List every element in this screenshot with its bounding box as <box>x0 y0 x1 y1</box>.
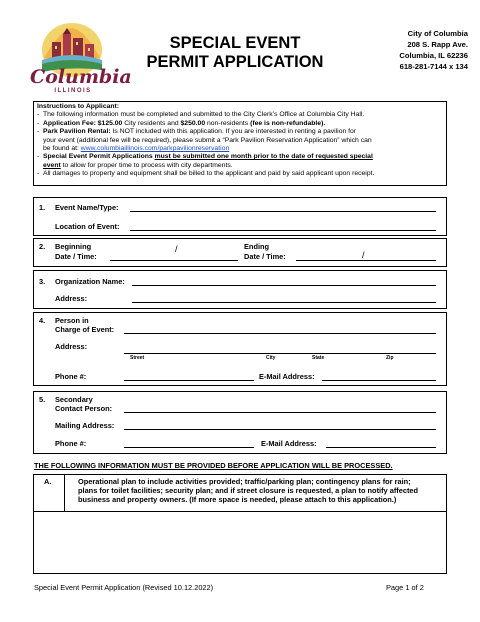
secondary-email-label: E-Mail Address: <box>261 439 317 448</box>
fee-nonrefundable: (fee is non-refundable). <box>250 119 326 127</box>
person-address-label: Address: <box>55 342 88 351</box>
resident-fee: $125.00 <box>97 119 123 127</box>
pavilion-text: Is NOT included with this application. If you are interested in renting a pavilion for <box>112 128 357 136</box>
person-address-field[interactable] <box>124 353 436 354</box>
secondary-email-field[interactable] <box>326 447 436 448</box>
section-a-divider <box>64 475 65 511</box>
title-line-2: PERMIT APPLICATION <box>146 53 324 71</box>
street-caption: Street <box>130 355 145 361</box>
section-a-line-1: Operational plan to include activities provided; traffic/parking plan; contingency plans for rain; <box>78 477 411 486</box>
secondary-phone-label: Phone #: <box>55 439 87 448</box>
logo-wordmark: Columbia <box>30 66 132 88</box>
pavilion-link[interactable]: www.columbiaillinois.com/parkpavilionreservation <box>80 145 230 153</box>
fee-after-text: non-residents <box>207 119 249 127</box>
mailing-address-field[interactable] <box>124 429 436 430</box>
deadline-underlined-2: event <box>43 161 61 169</box>
pavilion-cont: your event (additional fee will be required), please submit a “Park Pavilion Reservation Application” which can <box>43 136 372 144</box>
section-a-header <box>34 475 446 512</box>
person-in-charge-field[interactable] <box>124 333 436 334</box>
section-4-person-in-charge <box>33 312 447 386</box>
page-title <box>130 34 340 72</box>
ending-slash: / <box>362 250 365 260</box>
charge-of-event-label: Charge of Event: <box>55 325 115 334</box>
section-a-response-area[interactable] <box>34 512 446 573</box>
section-a-operational-plan <box>33 474 447 574</box>
event-name-label: Event Name/Type: <box>55 203 119 212</box>
beginning-label: Beginning <box>55 242 92 251</box>
title-line-1: SPECIAL EVENT <box>169 34 301 52</box>
instruction-text: All damages to property and equipment shall be billed to the applicant and paid by said applicant upon receipt. <box>43 170 375 178</box>
section-1-number: 1. <box>39 203 46 212</box>
contact-person-label: Contact Person: <box>55 404 113 413</box>
organization-name-field[interactable] <box>132 285 436 286</box>
city-address <box>358 28 468 72</box>
ending-label: Ending <box>244 242 270 251</box>
address-line-3: Columbia, IL 62236 <box>399 51 468 60</box>
instruction-bullet: - Park Pavilion Rental: Is NOT included with this application. If you are interested in renting a pavilion for your event (additional fee will be required), please submit a “Park Pavilion Reservation Application” which can be found at: www.columbiaillinois.com/parkpavilionreservation <box>37 128 372 153</box>
beginning-date-time-field[interactable] <box>110 260 238 261</box>
person-in-label: Person in <box>55 316 89 325</box>
section-4-number: 4. <box>39 316 46 325</box>
person-email-label: E-Mail Address: <box>259 372 315 381</box>
address-line-2: 208 S. Rapp Ave. <box>407 40 468 49</box>
organization-address-field[interactable] <box>132 302 436 303</box>
secondary-phone-field[interactable] <box>124 447 254 448</box>
section-a-letter: A. <box>44 477 52 486</box>
mailing-address-label: Mailing Address: <box>55 421 115 430</box>
instruction-text: The following information must be completed and submitted to the City Clerk’s Office at Columbia City Hall. <box>43 111 365 119</box>
instructions-heading: Instructions to Applicant: <box>37 103 120 110</box>
pavilion-label: Park Pavilion Rental: <box>43 128 111 136</box>
section-2-number: 2. <box>39 242 46 251</box>
deadline-label: Special Event Permit Applications <box>43 153 153 161</box>
person-phone-label: Phone #: <box>55 372 87 381</box>
instruction-bullet: - All damages to property and equipment shall be billed to the applicant and paid by said applicant upon receipt. <box>37 170 443 178</box>
address-line-4: 618-281-7144 x 134 <box>399 62 468 71</box>
event-location-label: Location of Event: <box>55 222 120 231</box>
person-email-field[interactable] <box>322 380 436 381</box>
beginning-date-time-label: Date / Time: <box>55 252 97 261</box>
section-3-organization <box>33 270 447 309</box>
section-5-number: 5. <box>39 395 46 404</box>
fee-label: Application Fee: <box>43 119 96 127</box>
zip-caption: Zip <box>386 355 394 361</box>
state-caption: State <box>312 355 325 361</box>
fee-mid-text: City residents and <box>124 119 179 127</box>
secondary-label: Secondary <box>55 395 93 404</box>
deadline-rest: to allow for proper time to process with city departments. <box>62 161 233 169</box>
required-info-notice: THE FOLLOWING INFORMATION MUST BE PROVIDED BEFORE APPLICATION WILL BE PROCESSED. <box>34 461 393 470</box>
logo-state: ILLINOIS <box>54 88 92 94</box>
beginning-slash: / <box>175 244 178 254</box>
person-phone-field[interactable] <box>124 380 254 381</box>
instruction-bullet: - Application Fee: $125.00 City residents and $250.00 non-residents (fee is non-refundable). <box>37 119 326 127</box>
city-caption: City <box>266 355 276 361</box>
footer-page-number: Page 1 of 2 <box>386 583 424 592</box>
section-3-number: 3. <box>39 277 46 286</box>
ending-date-time-label: Date / Time: <box>244 252 286 261</box>
columbia-logo <box>30 20 132 100</box>
address-line-1: City of Columbia <box>407 29 468 38</box>
ending-date-time-field[interactable] <box>296 260 436 261</box>
instruction-bullet: - Special Event Permit Applications must be submitted one month prior to the date of requested special event to allow for proper time to process with city departments. <box>37 153 373 169</box>
instruction-bullet: - The following information must be completed and submitted to the City Clerk’s Office at Columbia City Hall. <box>37 111 443 119</box>
section-1-event <box>33 197 447 236</box>
footer-form-revision: Special Event Permit Application (Revised 10.12.2022) <box>34 583 214 592</box>
section-a-line-3: business and property owners. (If more space is needed, please attach to this application.) <box>78 495 397 504</box>
event-name-field[interactable] <box>130 211 436 212</box>
section-2-dates <box>33 238 447 267</box>
section-5-secondary-contact <box>33 391 447 454</box>
event-location-field[interactable] <box>130 230 436 231</box>
secondary-contact-field[interactable] <box>124 412 436 413</box>
section-a-line-2: plans for toilet facilities; security plan; and if street closure is requested, a plan to notify affected <box>78 486 419 495</box>
organization-address-label: Address: <box>55 294 88 303</box>
nonresident-fee: $250.00 <box>180 119 206 127</box>
deadline-underlined-1: must be submitted one month prior to the date of requested special <box>154 153 373 161</box>
instructions-box <box>33 101 447 186</box>
organization-name-label: Organization Name: <box>55 277 125 286</box>
pavilion-found: be found at: <box>43 145 79 153</box>
